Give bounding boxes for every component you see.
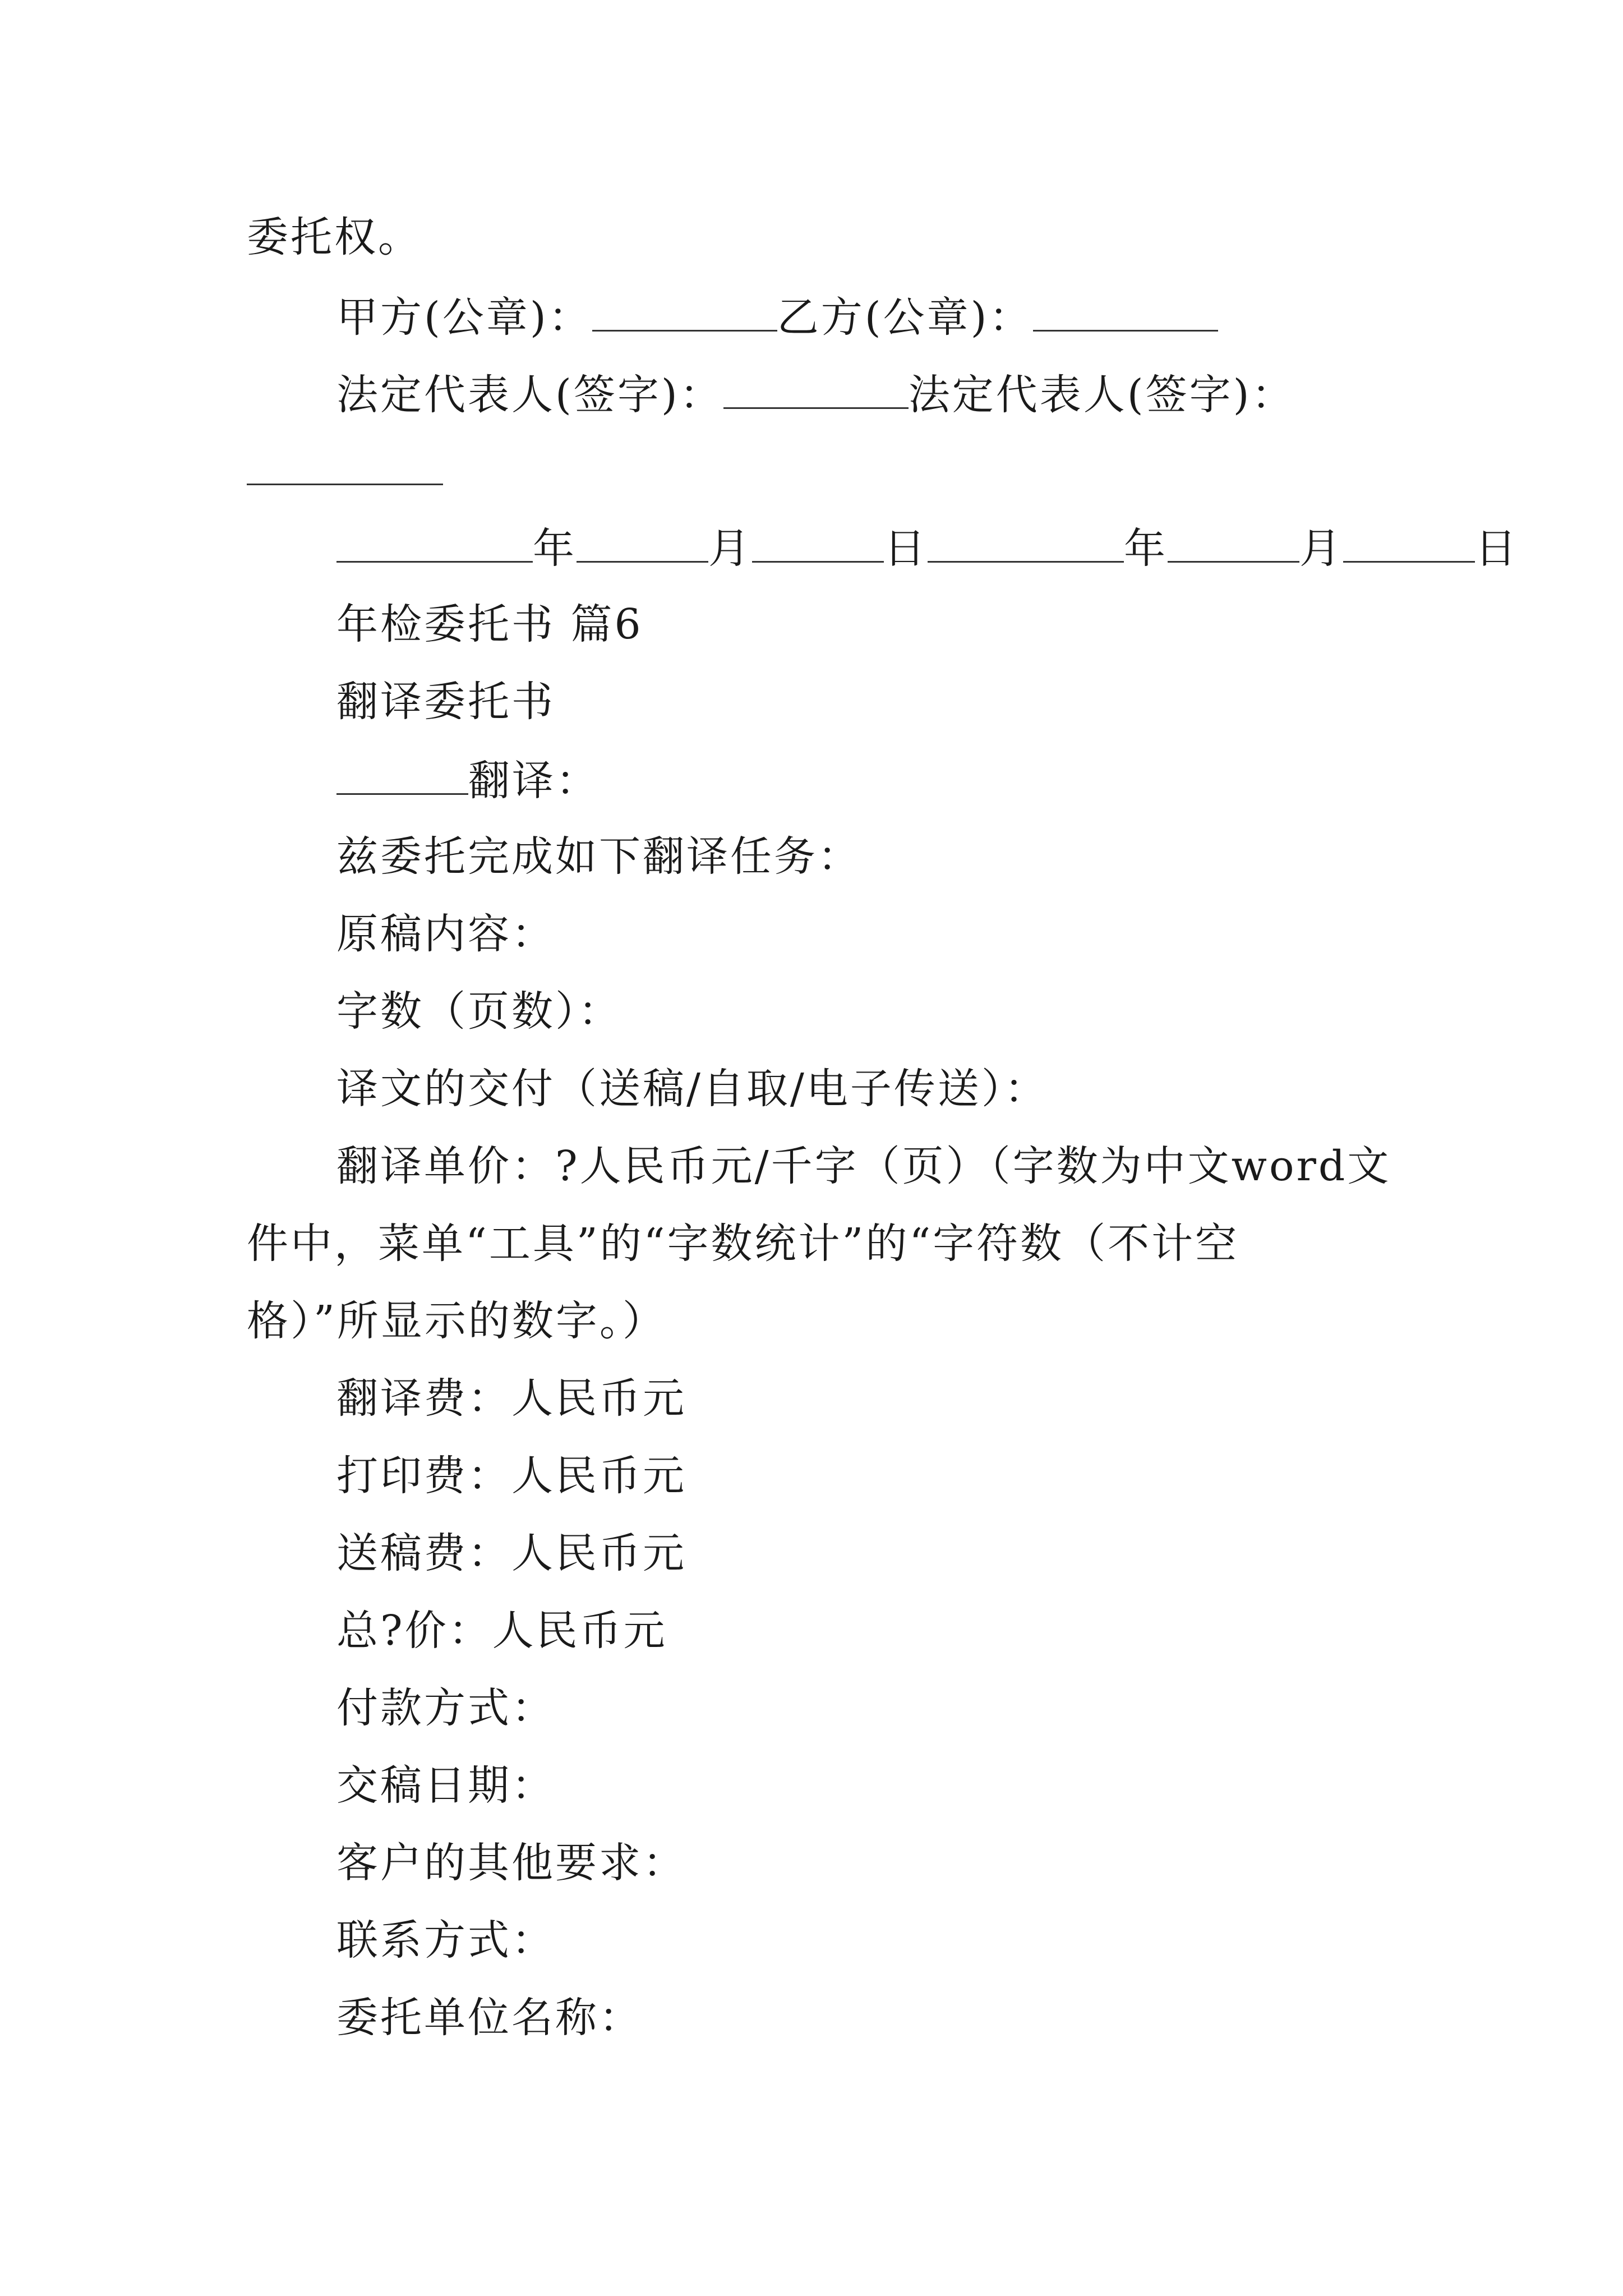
- year-a-blank: [336, 526, 533, 563]
- unit-price-line-3: 格）”所显示的数字。）: [247, 1297, 666, 1345]
- rep-a-label: 法定代表人(签字)：: [336, 371, 723, 419]
- total-price-label: 总?价：人民币元: [336, 1607, 667, 1655]
- print-fee-label: 打印费：人民币元: [336, 1452, 686, 1500]
- contact-label: 联系方式：: [336, 1916, 555, 1964]
- translation-fee-label: 翻译费：人民币元: [336, 1374, 686, 1423]
- month-a-label: 月: [708, 524, 752, 573]
- date-line: [336, 524, 1519, 573]
- rep-b-blank: [247, 449, 443, 485]
- delivery-label: 译文的交付（送稿/自取/电子传送）：: [336, 1065, 1048, 1113]
- month-b-blank: [1168, 526, 1299, 563]
- requirements-label: 客户的其他要求：: [336, 1839, 686, 1887]
- party-a-blank: [592, 295, 777, 332]
- rep-a-blank: [723, 372, 909, 409]
- addressee-line: [336, 757, 600, 805]
- day-a-label: 日: [884, 524, 928, 573]
- party-b-blank: [1033, 295, 1218, 332]
- client-name-label: 委托单位名称：: [336, 1994, 643, 2042]
- day-a-blank: [752, 526, 884, 563]
- unit-price-line-2: 件中，菜单“工具”的“字数统计”的“字符数（不计空: [247, 1220, 1239, 1268]
- delivery-fee-label: 送稿费：人民币元: [336, 1529, 686, 1577]
- form-title: 翻译委托书: [336, 678, 555, 726]
- original-content-label: 原稿内容：: [336, 910, 555, 958]
- tail-text: 委托权。: [247, 213, 422, 261]
- unit-price-line-1: 翻译单价：?人民币元/千字（页）（字数为中文word文: [336, 1142, 1391, 1190]
- rep-b-blank-line: [247, 449, 443, 492]
- year-b-label: 年: [1124, 524, 1168, 573]
- party-a-label: 甲方(公章)：: [336, 293, 592, 342]
- year-a-label: 年: [533, 524, 577, 573]
- section-title: 年检委托书 篇6: [336, 600, 643, 648]
- addressee-blank: [336, 758, 468, 795]
- month-a-blank: [577, 526, 708, 563]
- word-count-label: 字数（页数）：: [336, 987, 622, 1036]
- month-b-label: 月: [1299, 524, 1343, 573]
- rep-line: [336, 371, 1295, 419]
- year-b-blank: [928, 526, 1124, 563]
- party-b-label: 乙方(公章)：: [777, 293, 1033, 342]
- day-b-blank: [1343, 526, 1475, 563]
- seal-line: [336, 293, 1218, 342]
- deadline-label: 交稿日期：: [336, 1761, 555, 1810]
- payment-method-label: 付款方式：: [336, 1684, 555, 1732]
- rep-b-label: 法定代表人(签字)：: [908, 371, 1295, 419]
- addressee-suffix: 翻译：: [468, 757, 600, 805]
- day-b-label: 日: [1475, 524, 1519, 573]
- intro-text: 兹委托完成如下翻译任务：: [336, 832, 861, 881]
